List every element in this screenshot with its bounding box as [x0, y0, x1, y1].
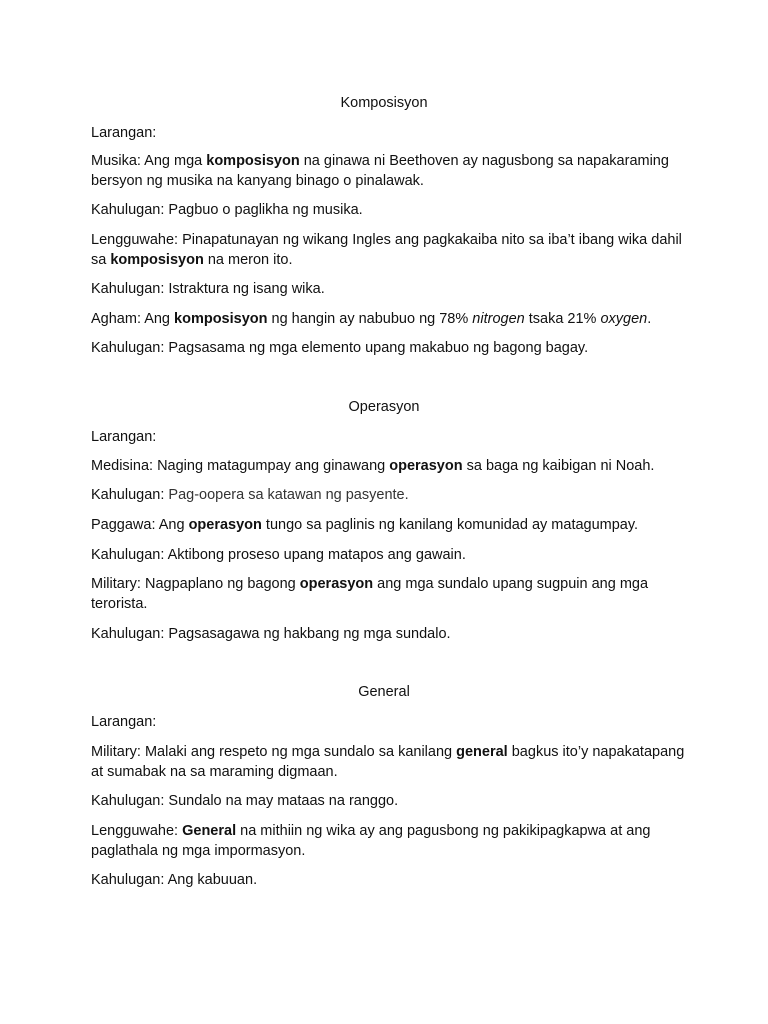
meaning-paggawa: Kahulugan: Aktibong proseso upang matapos ang gawain.: [91, 547, 466, 563]
usage-musika: [91, 151, 691, 191]
text-run: ng hangin ay nabubuo ng 78%: [267, 311, 473, 327]
keyword-term: operasyon: [389, 458, 463, 474]
text-run: na mithiin ng wika ay ang pagusbong ng pakikipagkapwa at ang paglathala ng mga impormasyon.: [91, 823, 651, 859]
text-run: .: [647, 311, 652, 327]
text-run: Military: Malaki ang respeto ng mga sundalo sa kanilang: [91, 744, 457, 760]
meaning-military-general: Kahulugan: Sundalo na may mataas na ranggo.: [91, 793, 399, 809]
text-run: Military: Nagpaplano ng bagong: [91, 576, 300, 592]
section-title-operasyon: Operasyon: [348, 399, 420, 415]
meaning-lengguwahe-general: Kahulugan: Ang kabuuan.: [91, 872, 258, 888]
text-run: tungo sa paglinis ng kanilang komunidad ay matagumpay.: [261, 517, 639, 533]
usage-medisina: [91, 456, 691, 476]
larangan-label: Larangan:: [91, 429, 157, 445]
meaning-military-operasyon: Kahulugan: Pagsasagawa ng hakbang ng mga sundalo.: [91, 626, 451, 642]
meaning-lengguwahe: Kahulugan: Istraktura ng isang wika.: [91, 281, 325, 297]
usage-lengguwahe-general: [91, 821, 691, 861]
keyword-term: operasyon: [299, 576, 374, 592]
text-run: Pag-oopera sa katawan ng pasyente.: [168, 487, 409, 503]
larangan-label: Larangan:: [91, 125, 157, 141]
text-run: ang mga sundalo upang sugpuin ang mga terorista.: [91, 576, 649, 612]
text-run: bagkus ito’y napakatapang at sumabak na sa maraming digmaan.: [91, 744, 685, 780]
usage-military-general: [91, 742, 691, 782]
text-run: na ginawa ni Beethoven ay nagusbong sa napakaraming bersyon ng musika na kanyang binago o pinalawak.: [91, 153, 669, 189]
usage-agham: [91, 309, 691, 329]
meaning-musika: Kahulugan: Pagbuo o paglikha ng musika.: [91, 202, 363, 218]
usage-lengguwahe: [91, 230, 691, 270]
keyword-term: General: [182, 823, 237, 839]
keyword-term: operasyon: [188, 517, 262, 533]
section-title-general: General: [358, 684, 410, 700]
larangan-label: Larangan:: [91, 714, 157, 730]
meaning-medisina: [91, 485, 691, 505]
keyword-term: komposisyon: [174, 311, 268, 327]
keyword-term: komposisyon: [110, 252, 204, 268]
text-run: Agham: Ang: [91, 311, 175, 327]
italic-term: oxygen: [600, 311, 648, 327]
meaning-agham: Kahulugan: Pagsasama ng mga elemento upang makabuo ng bagong bagay.: [91, 340, 589, 356]
usage-military-operasyon: [91, 574, 691, 614]
text-run: Medisina: Naging matagumpay ang ginawang: [91, 458, 390, 474]
usage-paggawa: [91, 515, 691, 535]
text-run: Musika: Ang mga: [91, 153, 207, 169]
text-run: sa baga ng kaibigan ni Noah.: [462, 458, 655, 474]
text-run: Kahulugan:: [91, 487, 169, 503]
text-run: Lengguwahe:: [91, 823, 183, 839]
text-run: Lengguwahe: Pinapatunayan ng wikang Ingles ang pagkakaiba nito sa iba’t ibang wika dahil sa: [91, 232, 682, 268]
text-run: na meron ito.: [203, 252, 293, 268]
text-run: tsaka 21%: [524, 311, 601, 327]
text-run: Paggawa: Ang: [91, 517, 189, 533]
keyword-term: komposisyon: [206, 153, 300, 169]
keyword-term: general: [456, 744, 508, 760]
italic-term: nitrogen: [472, 311, 525, 327]
section-title-komposisyon: Komposisyon: [340, 95, 428, 111]
